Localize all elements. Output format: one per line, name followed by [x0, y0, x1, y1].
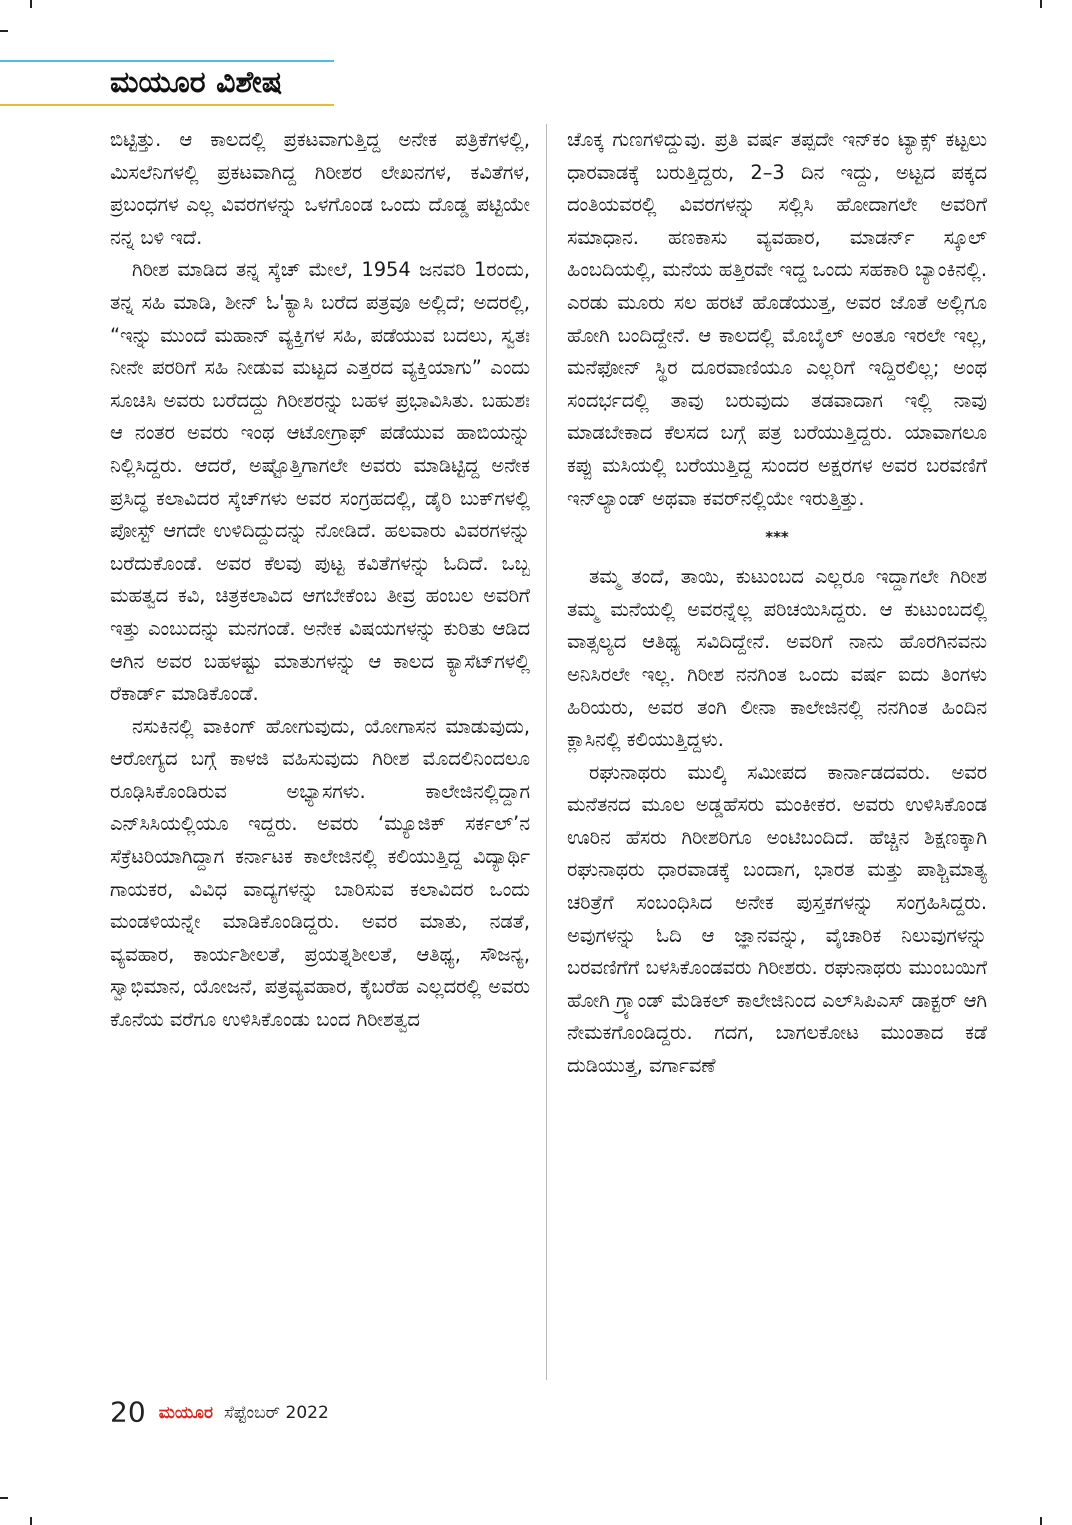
- paragraph: ರಘುನಾಥರು ಮುಲ್ಕಿ ಸಮೀಪದ ಕಾರ್ನಾಡದವರು. ಅವರ ಮನೆತನದ ಮೂಲ ಅಡ್ಡಹೆಸರು ಮಂಕೀಕರ. ಅವರು ಉಳಿಸಿಕೊಂಡ ಊರಿನ ಹೆಸರು ಗಿರೀಶರಿಗೂ ಅಂಟಿಬಂದಿದೆ. ಹೆಚ್ಚಿನ ಶಿಕ್ಷಣಕ್ಕಾಗಿ ರಘುನಾಥರು ಧಾರವಾಡಕ್ಕೆ ಬಂದಾಗ, ಭಾರತ ಮತ್ತು ಪಾಶ್ಚಿಮಾತ್ಯ ಚರಿತ್ರೆಗೆ ಸಂಬಂಧಿಸಿದ ಅನೇಕ ಪುಸ್ತಕಗಳನ್ನು ಸಂಗ್ರಹಿಸಿದ್ದರು. ಅವುಗಳನ್ನು ಓದಿ ಆ ಜ್ಞಾನವನ್ನು, ವೈಚಾರಿಕ ನಿಲುವುಗಳನ್ನು ಬರವಣಿಗೆಗೆ ಬಳಸಿಕೊಂಡವರು ಗಿರೀಶರು. ರಘುನಾಥರು ಮುಂಬಯಿಗೆ ಹೋಗಿ ಗ್ರ್ಯಾಂಡ್ ಮೆಡಿಕಲ್ ಕಾಲೇಜಿನಿಂದ ಎಲ್‌ಸಿಪಿಎಸ್ ಡಾಕ್ಟರ್ ಆಗಿ ನೇಮಕಗೊಂಡಿದ್ದರು. ಗದಗ, ಬಾಗಲಕೋಟ ಮುಂತಾದ ಕಡೆ ದುಡಿಯುತ್ತ, ವರ್ಗಾವಣೆ: [567, 760, 987, 1078]
- paragraph: ಚೊಕ್ಕ ಗುಣಗಳಿದ್ದುವು. ಪ್ರತಿ ವರ್ಷ ತಪ್ಪದೇ ಇನ್‌ಕಂ ಟ್ಯಾಕ್ಸ್ ಕಟ್ಟಲು ಧಾರವಾಡಕ್ಕೆ ಬರುತ್ತಿದ್ದರು, 2–3 ದಿನ ಇದ್ದು, ಅಟ್ಟದ ಪಕ್ಕದ ದಂತಿಯವರಲ್ಲಿ ವಿವರಗಳನ್ನು ಸಲ್ಲಿಸಿ ಹೋದಾಗಲೇ ಅವರಿಗೆ ಸಮಾಧಾನ. ಹಣಕಾಸು ವ್ಯವಹಾರ, ಮಾಡರ್ನ್ ಸ್ಕೂಲ್ ಹಿಂಬದಿಯಲ್ಲಿ, ಮನೆಯ ಹತ್ತಿರವೇ ಇದ್ದ ಒಂದು ಸಹಕಾರಿ ಬ್ಯಾಂಕಿನಲ್ಲಿ. ಎರಡು ಮೂರು ಸಲ ಹರಟೆ ಹೊಡೆಯುತ್ತ, ಅವರ ಜೊತೆ ಅಲ್ಲಿಗೂ ಹೋಗಿ ಬಂದಿದ್ದೇನೆ. ಆ ಕಾಲದಲ್ಲಿ ಮೊಬೈಲ್ ಅಂತೂ ಇರಲೇ ಇಲ್ಲ, ಮನೆಫೋನ್ ಸ್ಥಿರ ದೂರವಾಣಿಯೂ ಎಲ್ಲರಿಗೆ ಇದ್ದಿರಲಿಲ್ಲ; ಅಂಥ ಸಂದರ್ಭದಲ್ಲಿ ತಾವು ಬರುವುದು ತಡವಾದಾಗ ಇಲ್ಲಿ ನಾವು ಮಾಡಬೇಕಾದ ಕೆಲಸದ ಬಗ್ಗೆ ಪತ್ರ ಬರೆಯುತ್ತಿದ್ದರು. ಯಾವಾಗಲೂ ಕಪ್ಪು ಮಸಿಯಲ್ಲಿ ಬರೆಯುತ್ತಿದ್ದ ಸುಂದರ ಅಕ್ಷರಗಳ ಅವರ ಬರವಣಿಗೆ ಇನ್‌ಲ್ಯಾಂಡ್ ಅಥವಾ ಕವರ್‌ನಲ್ಲಿಯೇ ಇರುತ್ತಿತ್ತು.: [567, 128, 987, 510]
- paragraph: ನಸುಕಿನಲ್ಲಿ ವಾಕಿಂಗ್ ಹೋಗುವುದು, ಯೋಗಾಸನ ಮಾಡುವುದು, ಆರೋಗ್ಯದ ಬಗ್ಗೆ ಕಾಳಜಿ ವಹಿಸುವುದು ಗಿರೀಶ ಮೊದಲಿನಿಂದಲೂ ರೂಢಿಸಿಕೊಂಡಿರುವ ಅಭ್ಯಾಸಗಳು. ಕಾಲೇಜಿನಲ್ಲಿದ್ದಾಗ ಎನ್‌ಸಿಸಿಯಲ್ಲಿಯೂ ಇದ್ದರು. ಅವರು ‘ಮ್ಯೂಜಿಕ್ ಸರ್ಕಲ್’ನ ಸೆಕ್ರೆಟರಿಯಾಗಿದ್ದಾಗ ಕರ್ನಾಟಕ ಕಾಲೇಜಿನಲ್ಲಿ ಕಲಿಯುತ್ತಿದ್ದ ವಿದ್ಯಾರ್ಥಿ ಗಾಯಕರ, ವಿವಿಧ ವಾದ್ಯಗಳನ್ನು ಬಾರಿಸುವ ಕಲಾವಿದರ ಒಂದು ಮಂಡಳಿಯನ್ನೇ ಮಾಡಿಕೊಂಡಿದ್ದರು. ಅವರ ಮಾತು, ನಡತೆ, ವ್ಯವಹಾರ, ಕಾರ್ಯಶೀಲತೆ, ಪ್ರಯತ್ನಶೀಲತೆ, ಆತಿಥ್ಯ, ಸೌಜನ್ಯ, ಸ್ವಾಭಿಮಾನ, ಯೋಜನೆ, ಪತ್ರವ್ಯವಹಾರ, ಕೈಬರೆಹ ಎಲ್ಲದರಲ್ಲಿ ಅವರು ಕೊನೆಯ ವರೆಗೂ ಉಳಿಸಿಕೊಂಡು ಬಂದ ಗಿರೀಶತ್ವದ: [110, 714, 530, 1032]
- issue-date: ಸೆಪ್ಟೆಂಬರ್ 2022: [224, 1402, 329, 1423]
- page-footer: [110, 1392, 329, 1432]
- crop-mark: [30, 1517, 32, 1525]
- crop-mark: [0, 1497, 8, 1499]
- header-bottom-rule: [0, 104, 334, 106]
- section-title: ಮಯೂರ ವಿಶೇಷ: [110, 65, 283, 100]
- left-column: [110, 124, 530, 1384]
- paragraph: ಬಿಟ್ಟಿತ್ತು. ಆ ಕಾಲದಲ್ಲಿ ಪ್ರಕಟವಾಗುತ್ತಿದ್ದ ಅನೇಕ ಪತ್ರಿಕೆಗಳಲ್ಲಿ, ಮಿಸಲೆನಿಗಳಲ್ಲಿ ಪ್ರಕಟವಾಗಿದ್ದ ಗಿರೀಶರ ಲೇಖನಗಳ, ಕವಿತೆಗಳ, ಪ್ರಬಂಧಗಳ ಎಲ್ಲ ವಿವರಗಳನ್ನು ಒಳಗೊಂಡ ಒಂದು ದೊಡ್ಡ ಪಟ್ಟಿಯೇ ನನ್ನ ಬಳಿ ಇದೆ.: [110, 128, 530, 249]
- crop-mark: [1040, 0, 1042, 8]
- column-divider: [546, 124, 547, 1380]
- page-number: 20: [110, 1395, 146, 1429]
- crop-mark: [1040, 1517, 1042, 1525]
- crop-mark: [30, 0, 32, 8]
- magazine-logo: ಮಯೂರ: [158, 1402, 213, 1423]
- section-separator: ***: [765, 528, 789, 547]
- paragraph: ತಮ್ಮ ತಂದೆ, ತಾಯಿ, ಕುಟುಂಬದ ಎಲ್ಲರೂ ಇದ್ದಾಗಲೇ ಗಿರೀಶ ತಮ್ಮ ಮನೆಯಲ್ಲಿ ಅವರನ್ನೆಲ್ಲ ಪರಿಚಯಿಸಿದ್ದರು. ಆ ಕುಟುಂಬದಲ್ಲಿ ವಾತ್ಸಲ್ಯದ ಆತಿಥ್ಯ ಸವಿದಿದ್ದೇನೆ. ಅವರಿಗೆ ನಾನು ಹೊರಗಿನವನು ಅನಿಸಿರಲೇ ಇಲ್ಲ. ಗಿರೀಶ ನನಗಿಂತ ಒಂದು ವರ್ಷ ಐದು ತಿಂಗಳು ಹಿರಿಯರು, ಅವರ ತಂಗಿ ಲೀನಾ ಕಾಲೇಜಿನಲ್ಲಿ ನನಗಿಂತ ಹಿಂದಿನ ಕ್ಲಾಸಿನಲ್ಲಿ ಕಲಿಯುತ್ತಿದ್ದಳು.: [567, 565, 987, 752]
- right-column: [567, 124, 987, 1384]
- paragraph: ಗಿರೀಶ ಮಾಡಿದ ತನ್ನ ಸ್ಕೆಚ್ ಮೇಲೆ, 1954 ಜನವರಿ 1ರಂದು, ತನ್ನ ಸಹಿ ಮಾಡಿ, ಶೀನ್ ಓ'ಕ್ಯಾಸಿ ಬರೆದ ಪತ್ರವೂ ಅಲ್ಲಿದೆ; ಅದರಲ್ಲಿ, “ಇನ್ನು ಮುಂದೆ ಮಹಾನ್ ವ್ಯಕ್ತಿಗಳ ಸಹಿ, ಪಡೆಯುವ ಬದಲು, ಸ್ವತಃ ನೀನೇ ಪರರಿಗೆ ಸಹಿ ನೀಡುವ ಮಟ್ಟದ ಎತ್ತರದ ವ್ಯಕ್ತಿಯಾಗು” ಎಂದು ಸೂಚಿಸಿ ಅವರು ಬರೆದದ್ದು ಗಿರೀಶರನ್ನು ಬಹಳ ಪ್ರಭಾವಿಸಿತು. ಬಹುಶಃ ಆ ನಂತರ ಅವರು ಇಂಥ ಆಟೋಗ್ರಾಫ್ ಪಡೆಯುವ ಹಾಬಿಯನ್ನು ನಿಲ್ಲಿಸಿದ್ದರು. ಆದರೆ, ಅಷ್ಟೊತ್ತಿಗಾಗಲೇ ಅವರು ಮಾಡಿಟ್ಟಿದ್ದ ಅನೇಕ ಪ್ರಸಿದ್ಧ ಕಲಾವಿದರ ಸ್ಕೆಚ್‌ಗಳು ಅವರ ಸಂಗ್ರಹದಲ್ಲಿ, ಡೈರಿ ಬುಕ್‌ಗಳಲ್ಲಿ ಪೋಸ್ಟ್ ಆಗದೇ ಉಳಿದಿದ್ದುದನ್ನು ನೋಡಿದೆ. ಹಲವಾರು ವಿವರಗಳನ್ನು ಬರೆದುಕೊಂಡೆ. ಅವರ ಕೆಲವು ಪುಟ್ಟ ಕವಿತೆಗಳನ್ನು ಓದಿದೆ. ಒಬ್ಬ ಮಹತ್ವದ ಕವಿ, ಚಿತ್ರಕಲಾವಿದ ಆಗಬೇಕೆಂಬ ತೀವ್ರ ಹಂಬಲ ಅವರಿಗೆ ಇತ್ತು ಎಂಬುದನ್ನು ಮನಗಂಡೆ. ಅನೇಕ ವಿಷಯಗಳನ್ನು ಕುರಿತು ಆಡಿದ ಆಗಿನ ಅವರ ಬಹಳಷ್ಟು ಮಾತುಗಳನ್ನು ಆ ಕಾಲದ ಕ್ಯಾಸೆಟ್‌ಗಳಲ್ಲಿ ರೆಕಾರ್ಡ್ ಮಾಡಿಕೊಂಡೆ.: [110, 258, 530, 706]
- crop-mark: [0, 30, 8, 32]
